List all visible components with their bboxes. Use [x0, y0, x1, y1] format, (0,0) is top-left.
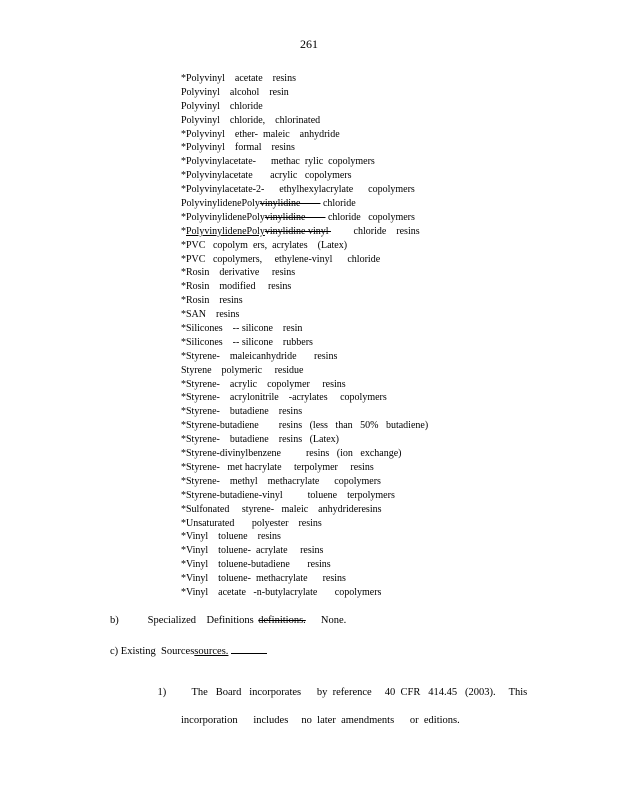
- list-item-1: [147, 672, 528, 728]
- chemical-name-text: Polyvinyl chloride: [181, 100, 263, 112]
- chemical-list-item: [181, 405, 521, 419]
- chemical-list-item: [181, 128, 521, 142]
- section-c-title: Existing Sources: [120, 646, 195, 657]
- chemical-list-item: [181, 350, 521, 364]
- chemical-name-text: Styrene polymeric residue: [181, 364, 304, 376]
- section-b: [110, 615, 346, 626]
- chemical-name-text: *Polyvinyl formal resins: [181, 142, 295, 154]
- section-b-text: None.: [320, 615, 347, 626]
- chemical-name-text: PolyvinylidenePoly: [181, 198, 260, 210]
- chemical-list-item: [181, 433, 521, 447]
- chemical-list-item: [181, 266, 521, 280]
- chemical-name-text: *Styrene- acrylonitrile -acrylates copolymers: [181, 392, 387, 404]
- chemical-list: [181, 72, 521, 600]
- chemical-list-item: [181, 308, 521, 322]
- chemical-list-item: [181, 572, 521, 586]
- chemical-list-item: [181, 503, 521, 517]
- chemical-list-item: [181, 155, 521, 169]
- chemical-list-item: [181, 253, 521, 267]
- chemical-list-item: [181, 336, 521, 350]
- chemical-name-text: *Sulfonated styrene- maleic anhydrideresins: [181, 503, 382, 515]
- section-c-title-inserted: sources.: [194, 646, 229, 657]
- page-number: 261: [300, 37, 318, 51]
- list-item-1-number: 1): [157, 687, 167, 698]
- chemical-name-text: *Polyvinylacetate- methac rylic copolymers: [181, 156, 375, 168]
- chemical-name-text: *SAN resins: [181, 309, 240, 321]
- section-b-title: Specialized Definitions: [147, 615, 254, 626]
- deleted-text: vinylidine vinyl: [264, 225, 332, 237]
- chemical-list-item: [181, 364, 521, 378]
- chemical-name-text: *Styrene- butadiene resins (Latex): [181, 434, 340, 446]
- chemical-name-text: *Unsaturated polyester resins: [181, 517, 322, 529]
- chemical-list-item: [181, 544, 521, 558]
- inserted-text: PolyvinylidenePoly: [186, 225, 265, 237]
- chemical-list-item: [181, 86, 521, 100]
- chemical-name-text: *Styrene- maleicanhydride resins: [181, 350, 338, 362]
- chemical-name-text: *Styrene-butadiene resins (less than 50% butadiene): [181, 420, 429, 432]
- chemical-list-item: [181, 586, 521, 600]
- chemical-name-text: chloride copolymers: [325, 211, 415, 223]
- chemical-list-item: [181, 489, 521, 503]
- section-b-title-deleted: definitions.: [258, 615, 306, 626]
- chemical-name-text: *Rosin resins: [181, 295, 243, 307]
- chemical-name-text: *Vinyl toluene- acrylate resins: [181, 545, 324, 557]
- chemical-name-text: chloride resins: [331, 225, 420, 237]
- chemical-name-text: *Styrene- acrylic copolymer resins: [181, 378, 346, 390]
- chemical-name-text: *Silicones -- silicone resin: [181, 323, 303, 335]
- chemical-name-text: *Vinyl toluene- methacrylate resins: [181, 573, 346, 585]
- chemical-list-item: [181, 141, 521, 155]
- chemical-name-text: *Rosin derivative resins: [181, 267, 296, 279]
- chemical-list-item: [181, 225, 521, 239]
- section-c-label: c): [110, 646, 119, 657]
- chemical-name-text: Polyvinyl alcohol resin: [181, 86, 289, 98]
- chemical-name-text: *Styrene- butadiene resins: [181, 406, 303, 418]
- chemical-list-item: [181, 475, 521, 489]
- deleted-text: vinylidine: [259, 198, 321, 210]
- insertion-rule: [231, 644, 267, 654]
- chemical-name-text: *Polyvinyl acetate resins: [181, 73, 296, 84]
- chemical-name-text: *Styrene-butadiene-vinyl toluene terpolymers: [181, 489, 395, 501]
- chemical-list-item: [181, 294, 521, 308]
- chemical-list-item: [181, 211, 521, 225]
- chemical-list-item: [181, 461, 521, 475]
- chemical-list-item: [181, 197, 521, 211]
- chemical-name-text: *Silicones -- silicone rubbers: [181, 336, 313, 348]
- chemical-name-text: *Vinyl toluene-butadiene resins: [181, 559, 331, 571]
- chemical-name-text: *Styrene- met hacrylate terpolymer resins: [181, 461, 374, 473]
- chemical-list-item: [181, 558, 521, 572]
- chemical-list-item: [181, 517, 521, 531]
- chemical-list-item: [181, 169, 521, 183]
- chemical-list-item: [181, 322, 521, 336]
- chemical-list-item: [181, 183, 521, 197]
- chemical-list-item: [181, 419, 521, 433]
- chemical-name-text: *Polyvinyl ether- maleic anhydride: [181, 128, 340, 140]
- chemical-list-item: [181, 447, 521, 461]
- chemical-name-text: *Styrene- methyl methacrylate copolymers: [181, 475, 381, 487]
- chemical-list-item: [181, 378, 521, 392]
- section-b-label: b): [110, 615, 119, 626]
- chemical-name-text: *PVC copolym ers, acrylates (Latex): [181, 239, 348, 251]
- chemical-name-text: Polyvinyl chloride, chlorinated: [181, 114, 321, 126]
- chemical-list-item: [181, 100, 521, 114]
- chemical-list-item: [181, 114, 521, 128]
- list-item-1-line1: The Board incorporates by reference 40 CFR 414.45 (2003). This: [191, 687, 528, 698]
- chemical-name-text: *Polyvinylacetate acrylic copolymers: [181, 170, 352, 182]
- chemical-name-text: *Vinyl toluene resins: [181, 531, 281, 543]
- list-item-1-line2: incorporation includes no later amendments or editions.: [181, 715, 460, 726]
- chemical-list-item: [181, 530, 521, 544]
- chemical-name-text: chloride: [320, 198, 356, 210]
- chemical-name-text: *Styrene-divinylbenzene resins (ion exchange): [181, 448, 402, 460]
- deleted-text: vinylidine: [264, 211, 326, 223]
- chemical-list-item: [181, 72, 521, 86]
- chemical-name-text: *Polyvinylacetate-2- ethylhexylacrylate copolymers: [181, 184, 415, 196]
- chemical-list-item: [181, 280, 521, 294]
- chemical-name-text: *Rosin modified resins: [181, 281, 292, 293]
- chemical-name-text: *: [181, 225, 186, 237]
- chemical-list-item: [181, 239, 521, 253]
- section-c: [110, 644, 267, 657]
- chemical-list-item: [181, 391, 521, 405]
- chemical-name-text: *PVC copolymers, ethylene-vinyl chloride: [181, 253, 381, 265]
- chemical-name-text: *PolyvinylidenePoly: [181, 211, 265, 223]
- chemical-name-text: *Vinyl acetate -n-butylacrylate copolymers: [181, 586, 382, 598]
